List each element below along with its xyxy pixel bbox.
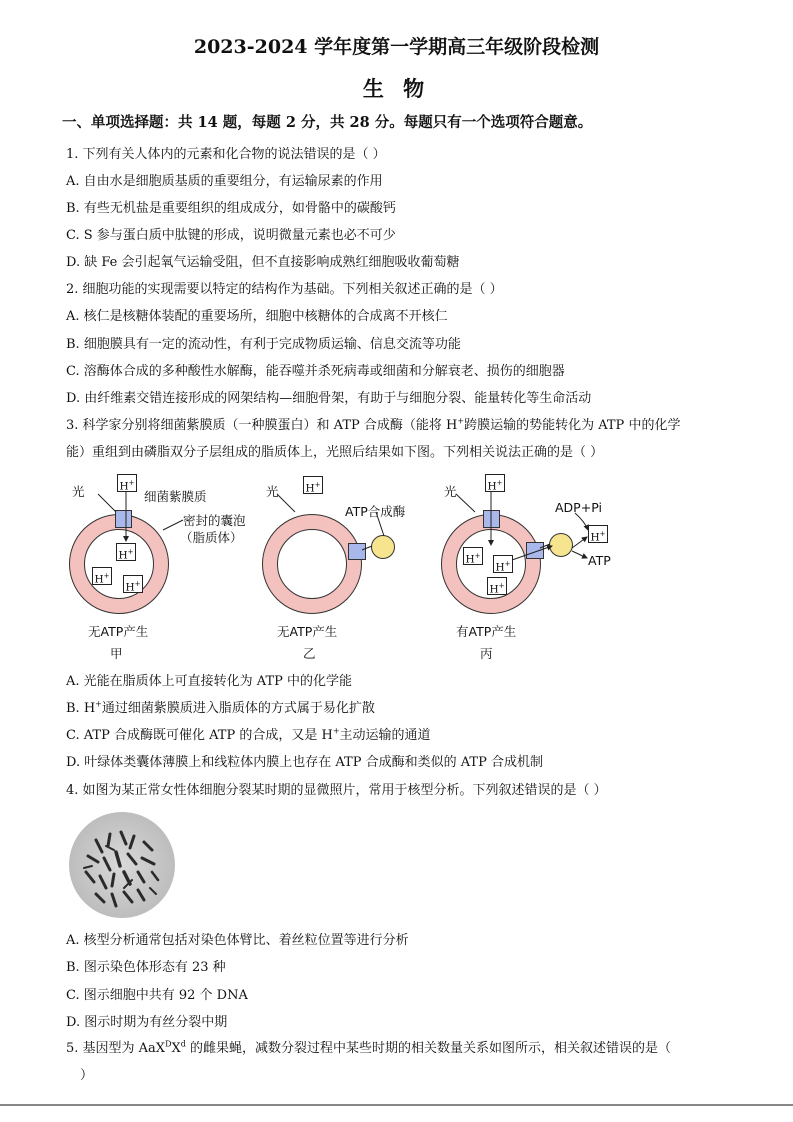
q1-option-d: D. 缺 Fe 会引起氧气运输受阻，但不直接影响成熟红细胞吸收葡萄糖 [66, 255, 460, 270]
panel-c-label: 丙 [480, 646, 493, 661]
q1-stem: 1. 下列有关人体内的元素和化合物的说法错误的是（ ） [66, 147, 386, 162]
light-label-c: 光 [444, 484, 457, 499]
q4-stem: 4. 如图为某正常女性体细胞分裂某时期的显微照片，常用于核型分析。下列叙述错误的是（ ） [66, 783, 607, 798]
proton-c4: H+ [487, 577, 507, 595]
q5-sup2: d [180, 1039, 186, 1049]
proton-c5: H+ [588, 525, 608, 543]
q3-stem-1b: 跨膜运输的势能转化为 ATP 中的化学 [464, 418, 681, 433]
q5-stem-pre: 5. 基因型为 AaX [66, 1041, 166, 1056]
q3-c-post: 主动运输的通道 [339, 728, 431, 743]
q3-stem-sup: + [457, 416, 465, 426]
proton-c1: H+ [485, 474, 505, 492]
q5-stem-mid: X [171, 1041, 181, 1056]
q4-option-a: A. 核型分析通常包括对染色体臂比、着丝粒位置等进行分析 [66, 933, 409, 948]
q5-stem [66, 1037, 671, 1056]
atp-synthase-head-b [371, 535, 395, 559]
proton-a4: H+ [123, 575, 143, 593]
purple-membrane-label: 细菌紫膜质 [144, 489, 207, 504]
liposome-c [441, 514, 541, 614]
proton-a1: H+ [117, 474, 137, 492]
panel-b-label: 乙 [303, 646, 316, 661]
q1-option-b: B. 有些无机盐是重要组织的组成成分，如骨骼中的碳酸钙 [66, 201, 396, 216]
q3-stem-line1 [66, 414, 680, 433]
result-a: 无ATP产生 [88, 624, 149, 639]
q2-option-c: C. 溶酶体合成的多种酸性水解酶，能吞噬并杀死病毒或细菌和分解衰老、损伤的细胞器 [66, 364, 565, 379]
light-label-b: 光 [266, 484, 279, 499]
purple-membrane-c [483, 510, 500, 528]
result-c: 有ATP产生 [456, 624, 517, 639]
q3-b-sup: + [95, 699, 102, 709]
q3-option-d: D. 叶绿体类囊体薄膜上和线粒体内膜上也存在 ATP 合成酶和类似的 ATP 合成机制 [66, 755, 543, 770]
q3-stem-line2: 能）重组到由磷脂双分子层组成的脂质体上，光照后结果如下图。下列相关说法正确的是（ ） [66, 445, 604, 460]
q1-option-c: C. S 参与蛋白质中肽键的形成，说明微量元素也必不可少 [66, 228, 396, 243]
proton-a3: H+ [92, 567, 112, 585]
q4-option-d: D. 图示时期为有丝分裂中期 [66, 1015, 228, 1030]
adp-pi-label: ADP+Pi [555, 500, 602, 515]
atp-synthase-head-c [549, 533, 573, 557]
q2-option-d: D. 由纤维素交错连接形成的网架结构—细胞骨架，有助于与细胞分裂、能量转化等生命活动 [66, 391, 592, 406]
subject-title: 生 物 [362, 76, 431, 101]
q2-stem: 2. 细胞功能的实现需要以特定的结构作为基础。下列相关叙述正确的是（ ） [66, 282, 503, 297]
liposome-b [262, 514, 362, 614]
proton-c3: H+ [493, 555, 513, 573]
liposome-a [69, 514, 169, 614]
q3-b-post: 通过细菌紫膜质进入脂质体的方式属于易化扩散 [101, 701, 375, 716]
atp-synthase-label: ATP合成酶 [345, 504, 406, 519]
liposome-label: （脂质体） [180, 530, 243, 545]
q3-c-pre: C. ATP 合成酶既可催化 ATP 的合成，又是 H [66, 728, 333, 743]
result-b: 无ATP产生 [277, 624, 338, 639]
section-heading: 一、单项选择题：共 14 题，每题 2 分，共 28 分。每题只有一个选项符合题意。 [62, 114, 593, 131]
q2-option-a: A. 核仁是核糖体装配的重要场所，细胞中核糖体的合成离不开核仁 [66, 309, 448, 324]
atp-synthase-b [348, 543, 366, 560]
karyotype-micrograph [66, 810, 178, 920]
q5-sup1: D [165, 1039, 172, 1049]
q3-b-pre: B. H [66, 701, 96, 716]
q4-option-b: B. 图示染色体形态有 23 种 [66, 960, 226, 975]
q5-stem-close: ） [80, 1068, 94, 1083]
q3-c-sup: + [332, 726, 340, 736]
q3-option-b [66, 697, 375, 716]
q3-option-a: A. 光能在脂质体上可直接转化为 ATP 中的化学能 [66, 674, 353, 689]
footer-rule [0, 1104, 793, 1106]
purple-membrane-a [115, 510, 132, 528]
atp-synthase-c [526, 542, 544, 559]
proton-a2: H+ [116, 543, 136, 561]
q3-stem-1a: 3. 科学家分别将细菌紫膜质（一种膜蛋白）和 ATP 合成酶（能将 H [66, 418, 458, 433]
proton-c2: H+ [463, 547, 483, 565]
proton-b1: H+ [303, 476, 323, 494]
panel-a-label: 甲 [110, 646, 123, 661]
q5-stem-post: 的雌果蝇，减数分裂过程中某些时期的相关数量关系如图所示，相关叙述错误的是（ [185, 1041, 672, 1056]
q2-option-b: B. 细胞膜具有一定的流动性，有利于完成物质运输、信息交流等功能 [66, 337, 461, 352]
exam-title: 2023-2024 学年度第一学期高三年级阶段检测 [193, 36, 600, 58]
light-label-a: 光 [72, 484, 85, 499]
sealed-vesicle-label: 密封的囊泡 [183, 513, 246, 528]
q1-option-a: A. 自由水是细胞质基质的重要组分，有运输尿素的作用 [66, 174, 383, 189]
atp-label: ATP [588, 553, 611, 568]
q3-option-c [66, 724, 431, 743]
q4-option-c: C. 图示细胞中共有 92 个 DNA [66, 988, 248, 1003]
